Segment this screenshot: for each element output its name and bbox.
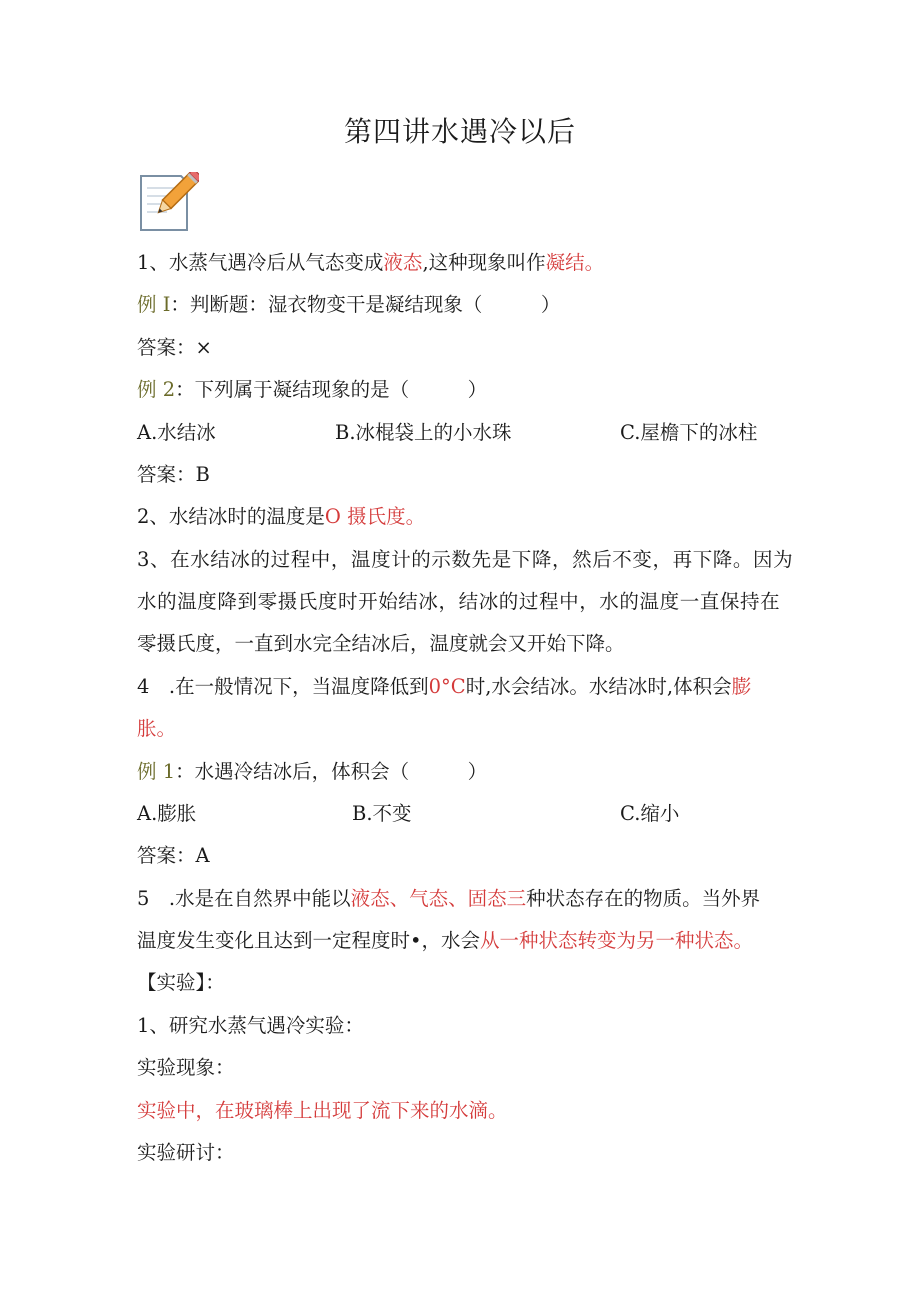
option-a: A.膨胀: [137, 802, 197, 825]
answer-2: 答案：B: [137, 463, 210, 486]
option-b: B.不变: [352, 802, 412, 825]
option-c: C.缩小: [620, 802, 680, 825]
highlight-liquid: 液态: [383, 251, 423, 274]
pencil-paper-icon: [137, 172, 199, 234]
phenomenon-text: 实验中，在玻璃棒上出现了流下来的水滴。: [137, 1099, 508, 1122]
point-2-prefix: 2、水结冰时的温度是: [137, 505, 325, 528]
point-4-line-1: [137, 672, 751, 702]
point-1-mid: ,这种现象叫作: [422, 251, 546, 274]
highlight-condensation: 凝结。: [545, 251, 605, 274]
highlight-zero-degrees: O 摄氏度。: [324, 505, 426, 528]
experiment-heading: 【实验】：: [137, 971, 225, 994]
page-title: 第四讲水遇冷以后: [343, 115, 576, 148]
example-label: 例 2: [137, 378, 176, 401]
example-3: [137, 757, 487, 787]
point-3-line-1: 3、在水结冰的过程中，温度计的示数先是下降，然后不变，再下降。因为: [137, 548, 794, 571]
point-1-prefix: 1、水蒸气遇冷后从气态变成: [137, 251, 384, 274]
point-4-mid: 时,水会结冰。水结冰时,体积会: [465, 675, 732, 698]
phenomenon-label: 实验现象：: [137, 1056, 235, 1079]
example-text: ：水遇冷结冰后，体积会（ ）: [175, 760, 488, 783]
option-a: A.水结冰: [137, 421, 216, 444]
option-c: C.屋檐下的冰柱: [620, 421, 758, 444]
point-3-line-2: 水的温度降到零摄氏度时开始结冰，结冰的过程中，水的温度一直保持在: [137, 590, 781, 613]
point-3-line-3: 零摄氏度，一直到水完全结冰后，温度就会又开始下降。: [137, 632, 625, 655]
example-1: [137, 290, 560, 320]
discussion-label: 实验研讨：: [137, 1141, 235, 1164]
example-text: ：下列属于凝结现象的是（ ）: [175, 378, 488, 401]
option-b: B.冰棍袋上的小水珠: [335, 421, 512, 444]
highlight-state-change: 从一种状态转变为另一种状态。: [480, 929, 754, 952]
example-2: [137, 375, 487, 405]
point-5-line-2-prefix: 温度发生变化且达到一定程度时•，水会: [137, 929, 481, 952]
highlight-zero-celsius: 0°C: [428, 675, 466, 698]
point-4-prefix: 4 .在一般情况下，当温度降低到: [137, 675, 429, 698]
point-5-line-1: [137, 884, 760, 914]
highlight-expand: 膨: [731, 675, 752, 698]
point-4-line-2: 胀。: [137, 717, 177, 740]
point-2: [137, 502, 425, 532]
example-text: ：判断题：湿衣物变干是凝结现象（ ）: [170, 293, 561, 316]
point-5-prefix: 5 .水是在自然界中能以: [137, 887, 351, 910]
example-label: 例 I: [137, 293, 171, 316]
point-5-line-2: [137, 926, 753, 956]
experiment-1-title: 1、研究水蒸气遇冷实验：: [137, 1014, 364, 1037]
answer-1: 答案：×: [137, 336, 212, 359]
highlight-three-states: 液态、气态、固态三: [350, 887, 527, 910]
answer-3: 答案：A: [137, 844, 210, 867]
point-1: [137, 248, 604, 278]
point-5-mid: 种状态存在的物质。当外界: [526, 887, 761, 910]
example-label: 例 1: [137, 760, 176, 783]
